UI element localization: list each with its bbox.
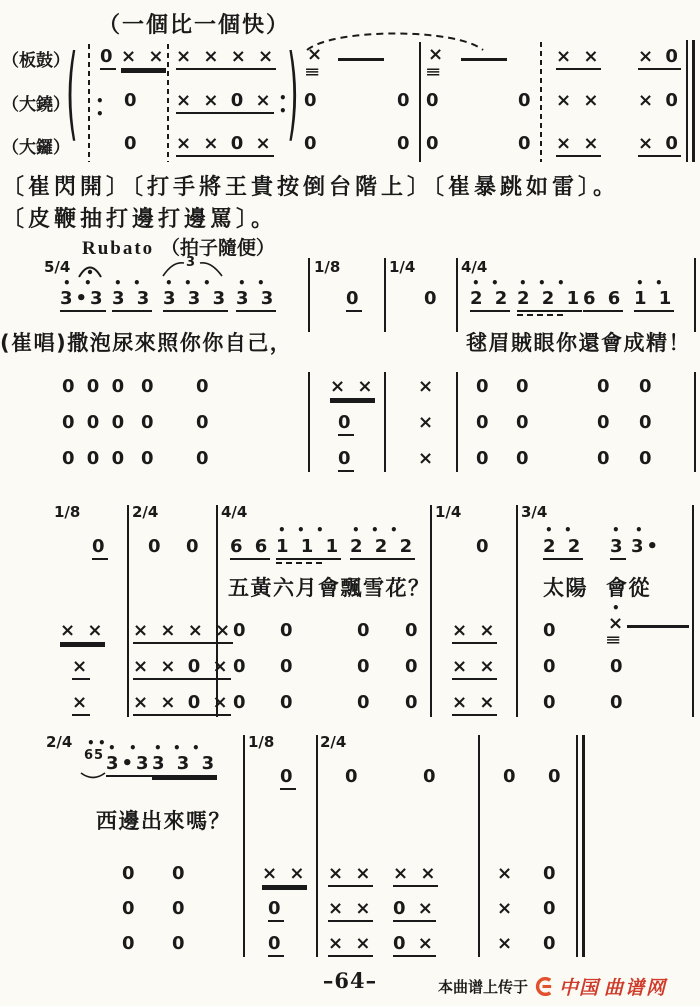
notation-token: 0 bbox=[597, 412, 613, 433]
dashed-barline bbox=[167, 44, 169, 162]
notation-token: 0 bbox=[424, 288, 440, 309]
notation-token: 0 bbox=[516, 412, 532, 433]
notation-token: × × bbox=[262, 865, 307, 887]
triplet-number: 3 bbox=[186, 255, 196, 270]
notation-token: 0 bbox=[280, 768, 296, 790]
notation-token: × × 0 × bbox=[176, 135, 274, 157]
tremolo-mark: ≡ bbox=[425, 65, 442, 80]
dot-mark: • bbox=[238, 276, 246, 290]
notation-token: 0 bbox=[280, 620, 296, 641]
sustain-line bbox=[338, 58, 384, 61]
notation-token: × 0 bbox=[638, 90, 681, 111]
dot-mark: • bbox=[96, 107, 104, 121]
dot-mark: • bbox=[316, 523, 324, 537]
grace-slur bbox=[81, 773, 105, 778]
barline bbox=[127, 505, 129, 717]
dashed-beam bbox=[276, 562, 324, 564]
notation-token: 2 2 1 bbox=[517, 290, 582, 312]
dot-mark: • bbox=[472, 276, 480, 290]
notation-token: 0 bbox=[338, 414, 354, 436]
notation-token: 0 bbox=[304, 90, 320, 111]
tremolo-mark: ≡ bbox=[304, 65, 321, 80]
barline bbox=[308, 258, 310, 332]
triplet-bracket-right bbox=[200, 263, 222, 276]
time-signature: 1/8 bbox=[54, 503, 81, 521]
sustain-line bbox=[461, 58, 507, 61]
notation-token: 0 bbox=[196, 448, 212, 469]
barline bbox=[308, 372, 310, 472]
notation-token: × × bbox=[121, 48, 166, 70]
lyrics-word-huicong: 會從 bbox=[606, 576, 651, 600]
instrument-label-daluo: （大鑼） bbox=[2, 138, 70, 158]
notation-token: × × 0 × bbox=[133, 658, 231, 680]
notation-token: 0 bbox=[405, 656, 421, 677]
notation-token: × bbox=[497, 898, 516, 919]
notation-token: 0 bbox=[543, 863, 559, 884]
dot-mark: • bbox=[635, 523, 643, 537]
dot-mark: • bbox=[154, 741, 162, 755]
dot-mark: • bbox=[491, 276, 499, 290]
barline bbox=[430, 505, 432, 717]
notation-token: 6 6 bbox=[230, 538, 270, 560]
notation-token: 0 bbox=[124, 133, 140, 154]
lyrics-line-3: 五黃六月會飄雪花？ bbox=[228, 576, 431, 600]
notation-token: 0 bbox=[346, 290, 362, 312]
lyrics-line-2: 毬眉賊眼你還會成精！ bbox=[466, 331, 691, 355]
barline bbox=[692, 40, 695, 162]
notation-token: × bbox=[608, 613, 627, 634]
time-signature: 1/4 bbox=[389, 258, 416, 276]
notation-token: 0 bbox=[543, 933, 559, 954]
tempo-marking bbox=[82, 233, 275, 260]
time-signature: 2/4 bbox=[46, 733, 73, 751]
notation-token: 0 bbox=[280, 692, 296, 713]
dot-mark: • bbox=[352, 523, 360, 537]
dot-mark: • bbox=[184, 276, 192, 290]
notation-token: 0 bbox=[518, 133, 534, 154]
notation-token: × bbox=[418, 376, 437, 397]
time-signature: 1/8 bbox=[248, 733, 275, 751]
notation-token: 3 bbox=[610, 538, 626, 560]
upload-note: 本曲谱上传于 bbox=[438, 978, 529, 996]
fermata-dot bbox=[88, 270, 92, 274]
site-name-part2: 曲谱网 bbox=[604, 977, 668, 999]
notation-token: 6 6 bbox=[583, 290, 623, 312]
time-signature: 4/4 bbox=[461, 258, 488, 276]
notation-token: 2 2 bbox=[470, 290, 510, 312]
dot-mark: • bbox=[129, 741, 137, 755]
lyrics-line-4: 西邊出來嗎？ bbox=[96, 809, 231, 833]
notation-token: × × × × bbox=[133, 622, 233, 644]
notation-token: 0 bbox=[122, 898, 138, 919]
barline bbox=[384, 258, 386, 332]
notation-token: 0 bbox=[639, 412, 655, 433]
dot-mark: • bbox=[655, 276, 663, 290]
stage-direction-1: 〔崔閃開〕〔打手將王貴按倒台階上〕〔崔暴跳如雷〕。 bbox=[2, 175, 620, 200]
dashed-barline bbox=[88, 44, 90, 162]
dot-mark: • bbox=[165, 276, 173, 290]
notation-token: 0 bbox=[92, 538, 108, 560]
notation-token: 0 bbox=[357, 620, 373, 641]
notation-token: 0 bbox=[172, 933, 188, 954]
notation-token: 0 bbox=[172, 863, 188, 884]
rubato-note: （拍子隨便） bbox=[160, 237, 275, 259]
notation-token: × × bbox=[556, 90, 602, 111]
notation-token: 0 bbox=[516, 448, 532, 469]
dot-mark: • bbox=[612, 601, 620, 615]
dot-mark: • bbox=[564, 523, 572, 537]
notation-token: 1 1 1 bbox=[276, 538, 341, 560]
notation-token: 2 2 bbox=[543, 538, 583, 560]
notation-token: 0 bbox=[543, 656, 559, 677]
barline bbox=[694, 258, 696, 332]
notation-token: 0 0 0 bbox=[62, 412, 128, 433]
notation-token: 0 bbox=[518, 90, 534, 111]
notation-token: 0 bbox=[141, 376, 157, 397]
notation-token: 0 bbox=[597, 376, 613, 397]
dot-mark: • bbox=[108, 741, 116, 755]
notation-token: × bbox=[72, 694, 90, 716]
notation-token: 0 bbox=[357, 656, 373, 677]
footer-credit bbox=[438, 973, 667, 1000]
notation-token: × bbox=[72, 658, 90, 680]
tempo-annotation: （一個比一個快） bbox=[98, 13, 291, 38]
notation-token: 0 bbox=[100, 48, 116, 70]
dot-mark: • bbox=[203, 276, 211, 290]
dot-mark: • bbox=[279, 91, 287, 105]
notation-token: × × bbox=[60, 622, 105, 644]
system-bracket: ( bbox=[66, 35, 78, 155]
notation-token: × bbox=[307, 44, 326, 65]
notation-token: × × 0 × bbox=[133, 694, 231, 716]
notation-token: × bbox=[418, 448, 437, 469]
lyrics-word-taiyang: 太陽 bbox=[543, 576, 588, 600]
time-signature: 3/4 bbox=[521, 503, 548, 521]
dot-mark: • bbox=[278, 523, 286, 537]
dot-mark: • bbox=[612, 523, 620, 537]
dot-mark: • bbox=[96, 94, 104, 108]
notation-token: × × bbox=[452, 694, 497, 716]
notation-token: 2 2 2 bbox=[350, 538, 415, 560]
notation-token: × × bbox=[328, 935, 373, 957]
notation-token: 3• bbox=[631, 536, 662, 557]
dot-mark: • bbox=[279, 104, 287, 118]
notation-token: 3•3 bbox=[106, 755, 152, 777]
notation-token: 0 bbox=[280, 656, 296, 677]
notation-token: 0 bbox=[233, 692, 249, 713]
notation-token: 0 bbox=[122, 933, 138, 954]
lyrics-line-1: (崔唱)撒泡尿來照你你自己， bbox=[0, 331, 293, 355]
stage-direction-2: 〔皮鞭抽打邊打邊罵〕。 bbox=[2, 207, 278, 232]
notation-token: 3•3 bbox=[60, 290, 106, 312]
sustain-line bbox=[627, 625, 689, 628]
notation-token: 0 bbox=[476, 376, 492, 397]
barline bbox=[456, 372, 458, 472]
dashed-barline bbox=[540, 42, 542, 162]
dot-mark: • bbox=[84, 276, 92, 290]
notation-token: × × bbox=[452, 658, 497, 680]
time-signature: 1/4 bbox=[435, 503, 462, 521]
notation-token: 0 bbox=[124, 90, 140, 111]
notation-token: × × bbox=[393, 865, 438, 887]
notation-token: 0 bbox=[405, 692, 421, 713]
slur-arc bbox=[307, 34, 483, 51]
notation-token: 0 bbox=[345, 766, 361, 787]
notation-token: × × 0 × bbox=[176, 92, 274, 114]
notation-token: 0 bbox=[543, 692, 559, 713]
notation-token: × × bbox=[328, 865, 373, 887]
notation-token: 0 0 0 bbox=[62, 448, 128, 469]
dot-mark: • bbox=[114, 276, 122, 290]
notation-token: 0 bbox=[148, 536, 164, 557]
notation-token: 0 bbox=[476, 536, 492, 557]
barline bbox=[316, 735, 318, 957]
page-number: –64– bbox=[322, 968, 378, 993]
notation-token: 0 bbox=[186, 536, 202, 557]
notation-token: 0 bbox=[610, 656, 626, 677]
dot-mark: • bbox=[257, 276, 265, 290]
notation-token: 0 bbox=[141, 412, 157, 433]
notation-token: 0 bbox=[122, 863, 138, 884]
dot-mark: • bbox=[133, 276, 141, 290]
grace-notes: 65 bbox=[84, 748, 105, 763]
notation-token: × bbox=[497, 933, 516, 954]
time-signature: 1/8 bbox=[314, 258, 341, 276]
notation-token: 3 3 bbox=[236, 290, 276, 312]
notation-token: 0 bbox=[233, 620, 249, 641]
notation-token: × × bbox=[556, 48, 601, 70]
site-logo-icon bbox=[533, 976, 554, 997]
notation-token: 3 3 3 bbox=[152, 755, 217, 777]
barline bbox=[243, 735, 245, 957]
dot-mark: • bbox=[390, 523, 398, 537]
dot-mark: • bbox=[371, 523, 379, 537]
barline bbox=[576, 735, 578, 957]
notation-token: 0 bbox=[304, 133, 320, 154]
barline bbox=[692, 505, 694, 717]
dot-mark: • bbox=[545, 523, 553, 537]
dot-mark: • bbox=[636, 276, 644, 290]
tremolo-mark: ≡ bbox=[605, 633, 622, 648]
dashed-beam bbox=[517, 314, 567, 316]
notation-token: 0 bbox=[597, 448, 613, 469]
notation-token: 0 bbox=[426, 90, 442, 111]
instrument-label-bangu: （板鼓） bbox=[2, 51, 70, 71]
notation-token: 0 bbox=[357, 692, 373, 713]
notation-token: × bbox=[418, 412, 437, 433]
notation-token: 0 × bbox=[393, 935, 436, 957]
notation-token: × × bbox=[556, 135, 601, 157]
notation-token: 0 bbox=[476, 448, 492, 469]
notation-token: 0 bbox=[610, 692, 626, 713]
notation-token: 0 bbox=[233, 656, 249, 677]
notation-token: 0 bbox=[268, 900, 284, 922]
system-bracket: ) bbox=[287, 35, 299, 155]
dot-mark: • bbox=[297, 523, 305, 537]
rubato-label: Rubato bbox=[82, 238, 155, 259]
notation-token: 0 bbox=[141, 448, 157, 469]
notation-token: 0 bbox=[543, 620, 559, 641]
notation-token: × × bbox=[330, 378, 375, 400]
triplet-bracket-left bbox=[163, 263, 184, 276]
time-signature: 2/4 bbox=[320, 733, 347, 751]
notation-token: 0 bbox=[548, 766, 564, 787]
notation-token: 0 bbox=[639, 448, 655, 469]
notation-token: 0 bbox=[639, 376, 655, 397]
notation-token: × × bbox=[328, 900, 373, 922]
time-signature: 4/4 bbox=[221, 503, 248, 521]
barline bbox=[686, 40, 688, 162]
notation-token: 0 bbox=[426, 133, 442, 154]
notation-token: 1 1 bbox=[634, 290, 674, 312]
notation-token: 0 bbox=[397, 90, 413, 111]
dot-mark: • bbox=[557, 276, 565, 290]
dot-mark: • bbox=[98, 736, 106, 750]
notation-token: 0 bbox=[543, 898, 559, 919]
notation-token: × × bbox=[452, 622, 497, 644]
barline bbox=[478, 735, 480, 957]
barline bbox=[216, 505, 218, 717]
time-signature: 2/4 bbox=[132, 503, 159, 521]
instrument-label-danao: （大鐃） bbox=[2, 95, 70, 115]
notation-token: 0 bbox=[503, 766, 519, 787]
notation-token: 0 bbox=[196, 412, 212, 433]
barline bbox=[384, 372, 386, 472]
notation-token: × × × × bbox=[176, 48, 276, 70]
notation-token: 3 3 bbox=[112, 290, 152, 312]
notation-token: × 0 bbox=[638, 135, 681, 157]
site-name-part1: 中国 bbox=[559, 977, 600, 999]
notation-token: 0 bbox=[476, 412, 492, 433]
notation-token: 0 bbox=[423, 766, 439, 787]
time-signature: 5/4 bbox=[44, 258, 71, 276]
notation-token: 0 bbox=[196, 376, 212, 397]
notation-token: 0 0 0 bbox=[62, 376, 128, 397]
notation-token: × bbox=[497, 863, 516, 884]
notation-token: 0 bbox=[516, 376, 532, 397]
dot-mark: • bbox=[63, 276, 71, 290]
notation-token: 0 × bbox=[393, 900, 436, 922]
barline bbox=[694, 372, 696, 472]
dot-mark: • bbox=[519, 276, 527, 290]
notation-token: 0 bbox=[397, 133, 413, 154]
notation-token: × 0 bbox=[638, 48, 681, 70]
dot-mark: • bbox=[538, 276, 546, 290]
notation-token: 3 3 3 bbox=[163, 290, 228, 312]
notation-token: 0 bbox=[172, 898, 188, 919]
barline bbox=[456, 258, 458, 332]
dot-mark: • bbox=[173, 741, 181, 755]
barline bbox=[516, 505, 518, 717]
notation-token: 0 bbox=[268, 935, 284, 957]
dot-mark: • bbox=[87, 736, 95, 750]
notation-token: 0 bbox=[405, 620, 421, 641]
dot-mark: • bbox=[192, 741, 200, 755]
notation-token: × bbox=[428, 44, 447, 65]
barline bbox=[419, 42, 421, 162]
notation-token: 0 bbox=[338, 450, 354, 472]
barline bbox=[582, 735, 585, 957]
